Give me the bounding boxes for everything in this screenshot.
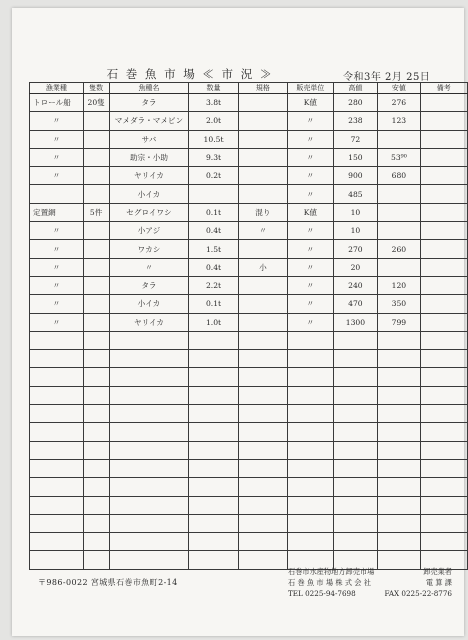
table-cell [30,350,84,368]
table-cell [420,167,467,185]
table-cell: ヤリイカ [109,167,189,185]
table-cell [420,185,467,203]
table-cell [288,423,334,441]
table-cell [238,148,287,166]
table-cell [288,331,334,349]
table-cell [189,331,238,349]
table-row [30,94,468,112]
market-table [29,82,468,570]
table-cell: 10.5t [189,130,238,148]
table-cell [378,130,420,148]
table-cell [333,496,377,514]
table-cell: 〃 [30,313,84,331]
table-cell [83,459,109,477]
table-row [30,276,468,294]
table-cell [30,478,84,496]
table-cell [30,533,84,551]
table-cell [189,533,238,551]
table-cell [30,423,84,441]
org-department: 電 算 課 [425,578,452,587]
table-cell [83,478,109,496]
table-cell: ヤリイカ [109,313,189,331]
table-cell: 〃 [288,167,334,185]
table-cell: 混り [238,203,287,221]
table-cell: 270 [333,240,377,258]
table-cell [378,331,420,349]
table-cell [83,533,109,551]
table-cell: 120 [378,276,420,294]
table-row [30,203,468,221]
table-cell [420,368,467,386]
org-role: 卸売業者 [423,567,452,576]
table-cell: サバ [109,130,189,148]
table-cell [238,405,287,423]
table-cell [83,350,109,368]
table-cell: 276 [378,94,420,112]
table-cell: 小 [238,258,287,276]
table-row [30,185,468,203]
table-cell: 680 [378,167,420,185]
table-cell [30,405,84,423]
table-cell [238,459,287,477]
table-cell [30,514,84,532]
table-cell [378,222,420,240]
table-row [30,405,468,423]
table-cell [238,276,287,294]
table-cell [83,386,109,404]
table-cell [83,423,109,441]
table-cell [238,368,287,386]
table-cell [333,533,377,551]
table-cell: 〃 [288,276,334,294]
table-row [30,112,468,130]
table-cell [420,423,467,441]
column-header: 魚種名 [109,83,189,94]
table-cell [378,258,420,276]
table-cell [420,240,467,258]
page-title: 石 巻 魚 市 場 ≪ 市 況 ≫ [106,67,274,81]
table-cell [238,423,287,441]
table-cell [83,112,109,130]
org-market-name: 石巻市水産物地方卸売市場 [288,567,375,576]
table-cell [109,459,189,477]
table-cell: 〃 [30,130,84,148]
table-cell: ワカシ [109,240,189,258]
table-cell: トロール船 [30,94,84,112]
table-cell [189,185,238,203]
column-header: 漁業種 [30,83,84,94]
table-cell [420,350,467,368]
table-cell [189,551,238,569]
table-cell [83,258,109,276]
table-cell [288,459,334,477]
table-cell [189,423,238,441]
table-cell [378,514,420,532]
table-cell: 10 [333,222,377,240]
table-cell [288,405,334,423]
table-cell [30,441,84,459]
table-cell [238,478,287,496]
table-row [30,240,468,258]
table-cell [420,496,467,514]
table-cell: 〃 [30,167,84,185]
table-cell [420,112,467,130]
table-cell [288,350,334,368]
table-cell [109,331,189,349]
table-row [30,167,468,185]
table-row [30,331,468,349]
table-cell: 5件 [83,203,109,221]
table-cell [238,514,287,532]
org-tel: TEL 0225-94-7698 [288,589,356,598]
table-row [30,514,468,532]
table-cell [30,496,84,514]
table-cell [83,185,109,203]
table-cell [109,551,189,569]
table-row [30,130,468,148]
table-cell: 0.1t [189,295,238,313]
column-header: 規格 [238,83,287,94]
table-cell [30,386,84,404]
table-cell [189,386,238,404]
table-cell: 470 [333,295,377,313]
table-cell [83,496,109,514]
table-cell: 0.4t [189,258,238,276]
table-cell [378,423,420,441]
table-cell [238,496,287,514]
table-row [30,533,468,551]
org-fax: FAX 0225-22-8776 [384,589,452,598]
column-header: 隻数 [83,83,109,94]
table-cell [420,514,467,532]
table-cell [333,514,377,532]
table-cell [288,496,334,514]
footer-address: 〒986-0022 宮城県石巻市魚町2-14 [38,578,178,587]
table-cell: 〃 [30,148,84,166]
table-cell [333,405,377,423]
table-cell: 〃 [30,295,84,313]
table-cell [83,313,109,331]
table-cell: 1.5t [189,240,238,258]
table-cell [189,478,238,496]
table-row [30,313,468,331]
table-cell: 〃 [288,185,334,203]
table-cell: タラ [109,94,189,112]
table-cell [83,130,109,148]
table-cell [109,350,189,368]
table-cell [378,368,420,386]
column-header: 販売単位 [288,83,334,94]
table-cell [238,350,287,368]
table-cell [333,386,377,404]
table-cell: 〃 [30,240,84,258]
table-cell: 〃 [238,222,287,240]
table-cell [83,514,109,532]
table-cell [83,222,109,240]
table-cell [378,405,420,423]
table-cell: 240 [333,276,377,294]
table-cell [420,148,467,166]
table-cell: タラ [109,276,189,294]
table-cell: 2.2t [189,276,238,294]
table-cell: 0.4t [189,222,238,240]
table-cell [109,441,189,459]
table-cell [333,331,377,349]
table-cell [378,478,420,496]
table-cell: K値 [288,203,334,221]
table-cell [238,185,287,203]
table-cell [420,203,467,221]
table-cell [83,405,109,423]
table-body [30,94,468,570]
table-row [30,368,468,386]
table-cell [30,331,84,349]
table-cell [238,130,287,148]
table-cell [189,441,238,459]
table-cell [109,533,189,551]
table-cell [189,514,238,532]
table-cell [420,94,467,112]
table-row [30,350,468,368]
table-cell [420,222,467,240]
table-cell [288,478,334,496]
table-cell [378,496,420,514]
table-cell: 280 [333,94,377,112]
table-cell [333,478,377,496]
table-cell: 2.0t [189,112,238,130]
table-cell [420,441,467,459]
table-row [30,459,468,477]
table-cell [189,350,238,368]
table-cell: 0.2t [189,167,238,185]
table-cell [189,459,238,477]
table-cell: 260 [378,240,420,258]
table-cell [238,386,287,404]
table-cell [420,258,467,276]
table-row [30,496,468,514]
table-cell: 238 [333,112,377,130]
table-cell: K値 [288,94,334,112]
column-header: 安値 [378,83,420,94]
table-cell [420,295,467,313]
table-cell [109,386,189,404]
table-cell [420,386,467,404]
table-cell: 72 [333,130,377,148]
table-cell [238,94,287,112]
table-cell: マメダラ・マメビン [109,112,189,130]
table-cell [420,130,467,148]
table-cell [238,295,287,313]
table-cell [109,368,189,386]
table-cell [189,496,238,514]
table-cell [333,423,377,441]
table-row [30,222,468,240]
table-cell [288,441,334,459]
table-cell [333,441,377,459]
table-cell: 〃 [288,112,334,130]
table-cell [333,368,377,386]
table-cell [378,185,420,203]
table-cell: 799 [378,313,420,331]
table-cell: セグロイワシ [109,203,189,221]
table-cell [238,533,287,551]
table-cell [288,533,334,551]
table-cell: 9.3t [189,148,238,166]
table-row [30,478,468,496]
table-cell: 3.8t [189,94,238,112]
table-cell [189,368,238,386]
table-header [30,83,468,94]
table-cell: 0.1t [189,203,238,221]
table-cell [238,331,287,349]
table-cell [420,533,467,551]
table-row [30,258,468,276]
table-row [30,295,468,313]
table-cell: 900 [333,167,377,185]
table-cell [333,350,377,368]
table-cell [30,551,84,569]
table-cell [238,240,287,258]
table-cell [333,459,377,477]
table-cell [420,459,467,477]
table-cell [238,167,287,185]
table-cell [238,112,287,130]
table-cell [83,368,109,386]
table-cell [83,167,109,185]
table-cell [109,514,189,532]
table-cell [378,203,420,221]
table-cell [109,496,189,514]
table-cell [83,295,109,313]
table-cell: 〃 [288,258,334,276]
table-cell [288,368,334,386]
report-date: 令和3年 2月 25日 [343,72,431,83]
table-cell: 1.0t [189,313,238,331]
table-cell: 〃 [30,258,84,276]
table-cell [288,514,334,532]
table-cell: 10 [333,203,377,221]
table-cell: 150 [333,148,377,166]
table-cell: 20隻 [83,94,109,112]
table-cell: 350 [378,295,420,313]
table-cell [83,276,109,294]
table-cell [420,478,467,496]
table-cell [109,405,189,423]
table-cell [109,478,189,496]
column-header: 高値 [333,83,377,94]
table-cell: 〃 [288,240,334,258]
table-cell: 〃 [30,222,84,240]
column-header: 備考 [420,83,467,94]
table-cell [420,331,467,349]
table-cell: 〃 [288,295,334,313]
org-company-name: 石 巻 魚 市 場 株 式 会 社 [288,578,371,587]
table-row [30,148,468,166]
table-cell [83,551,109,569]
table-cell: 123 [378,112,420,130]
table-cell [378,441,420,459]
column-header: 数量 [189,83,238,94]
table-cell: 定置網 [30,203,84,221]
table-cell [420,276,467,294]
table-cell [30,185,84,203]
table-cell [83,331,109,349]
table-cell [378,386,420,404]
table-cell [288,386,334,404]
table-cell: 〃 [288,222,334,240]
table-cell: 〃 [288,313,334,331]
table-cell: 〃 [288,130,334,148]
table-cell: 53⁹⁰ [378,148,420,166]
table-cell [83,148,109,166]
table-cell [83,240,109,258]
table-cell [238,313,287,331]
table-cell [420,313,467,331]
table-cell [238,441,287,459]
table-cell: 20 [333,258,377,276]
table-cell: 1300 [333,313,377,331]
table-cell [420,405,467,423]
table-row [30,423,468,441]
table-cell [83,441,109,459]
table-row [30,441,468,459]
table-cell: 助宗・小助 [109,148,189,166]
table-cell: 〃 [109,258,189,276]
table-cell: 小イカ [109,295,189,313]
table-cell [378,350,420,368]
table-cell [30,459,84,477]
table-cell [189,405,238,423]
table-cell: 〃 [30,112,84,130]
table-cell: 小イカ [109,185,189,203]
table-cell [238,551,287,569]
table-cell [378,533,420,551]
table-cell: 〃 [288,148,334,166]
table-cell: 485 [333,185,377,203]
table-cell [109,423,189,441]
table-cell [378,459,420,477]
table-cell: 小アジ [109,222,189,240]
footer-organization [288,566,452,599]
table-row [30,386,468,404]
table-cell [30,368,84,386]
table-cell: 〃 [30,276,84,294]
